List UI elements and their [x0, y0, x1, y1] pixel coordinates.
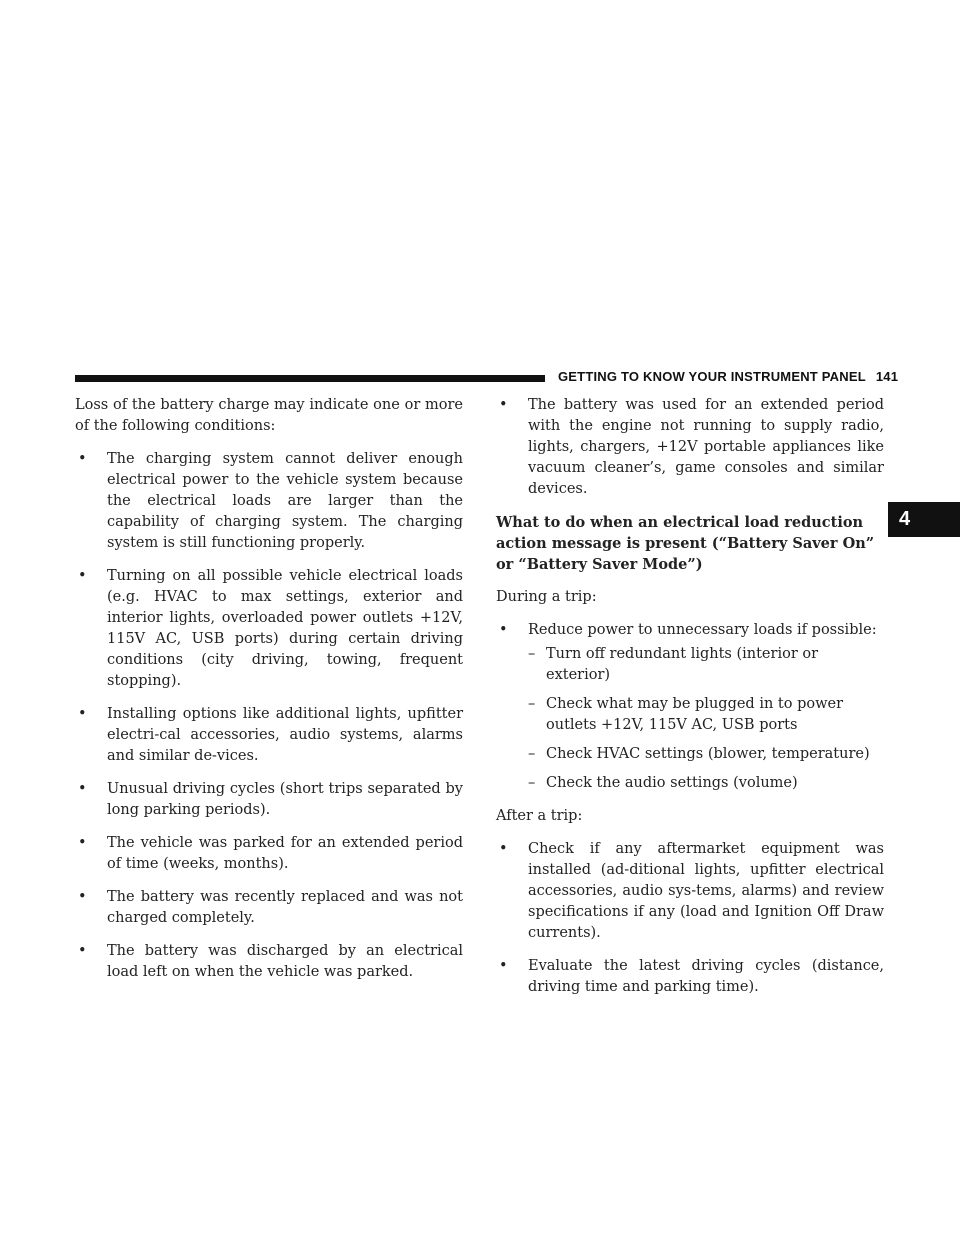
after-trip-list — [496, 839, 884, 998]
chapter-tab: 4 — [888, 502, 960, 537]
list-item: • Reduce power to unnecessary loads if possible: – Turn off redundant lights (interior or exterior) – Check what may be plugged in to power outlets +12V, 115V AC, USB ports – Check HVAC settings (blower, temperature) – Check the audio settings (volume) — [496, 620, 884, 794]
sublist-item: – Check what may be plugged in to power outlets +12V, 115V AC, USB ports — [528, 696, 844, 733]
sublist-item: – Check the audio settings (volume) — [528, 775, 798, 791]
section-title: GETTING TO KNOW YOUR INSTRUMENT PANEL — [558, 369, 866, 384]
after-trip-label: After a trip: — [496, 808, 583, 824]
continued-conditions-list — [496, 395, 884, 500]
page-number: 141 — [875, 369, 899, 384]
sublist-item: – Check HVAC settings (blower, temperature) — [528, 746, 870, 762]
list-item: • Installing options like additional lights, upfitter electri-cal accessories, audio systems, alarms and similar de-vices. — [78, 706, 463, 764]
during-trip-list — [496, 620, 884, 794]
list-item: • Turning on all possible vehicle electrical loads (e.g. HVAC to max settings, exterior and interior lights, overloaded power outlets +12V, 115V AC, USB ports) during certain driving conditions (city driving, towing, frequent stopping). — [78, 568, 463, 689]
during-trip-label: During a trip: — [496, 589, 597, 605]
list-item: • The charging system cannot deliver enough electrical power to the vehicle system because the electrical loads are larger than the capability of charging system. The charging system is still functioning properly. — [78, 451, 463, 551]
list-item: • The battery was used for an extended period with the engine not running to supply radio, lights, chargers, +12V portable appliances like vacuum cleaner’s, game consoles and similar devices. — [499, 397, 884, 497]
list-item: • The vehicle was parked for an extended period of time (weeks, months). — [78, 835, 463, 872]
running-header — [558, 369, 898, 384]
intro-paragraph: Loss of the battery charge may indicate one or more of the following conditions: — [75, 397, 463, 434]
right-column — [496, 395, 884, 1010]
list-item: • Check if any aftermarket equipment was installed (ad-ditional lights, upfitter electrical accessories, audio sys-tems, alarms) and review specifications if any (load and Ignition Off Draw currents). — [499, 841, 884, 941]
conditions-list — [75, 449, 463, 983]
list-item: • The battery was recently replaced and was not charged completely. — [78, 889, 463, 926]
list-item: • The battery was discharged by an electrical load left on when the vehicle was parked. — [78, 943, 463, 980]
during-trip-sublist — [528, 644, 884, 794]
sublist-item: – Turn off redundant lights (interior or exterior) — [528, 646, 819, 683]
section-heading: What to do when an electrical load reduction action message is present (“Battery Saver On” or “Battery Saver Mode”) — [496, 514, 875, 573]
left-column — [75, 395, 463, 995]
list-item: • Unusual driving cycles (short trips separated by long parking periods). — [78, 781, 463, 818]
header-rule — [75, 375, 545, 382]
list-item: • Evaluate the latest driving cycles (distance, driving time and parking time). — [499, 958, 884, 995]
